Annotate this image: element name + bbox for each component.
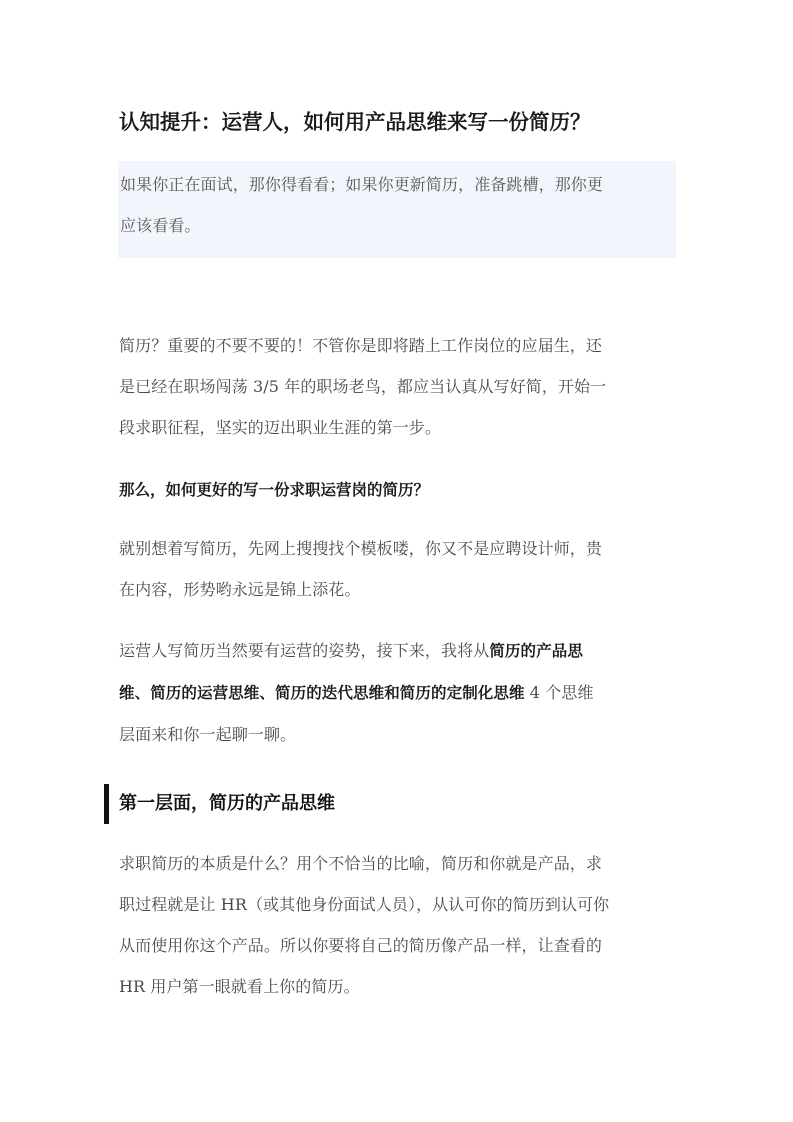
paragraph-line <box>119 630 679 672</box>
question-heading: 那么，如何更好的写一份求职运营岗的简历？ <box>119 481 430 499</box>
paragraph-line: 层面来和你一起聊一聊。 <box>119 725 297 744</box>
section-marker-bar <box>104 784 109 824</box>
section-title: 第一层面，简历的产品思维 <box>119 793 335 814</box>
paragraph-line <box>119 672 679 714</box>
plain-text: 4 个思维 <box>524 683 594 702</box>
intro-quote-box <box>118 161 676 258</box>
quote-line: 应该看看。 <box>120 216 201 235</box>
paragraph-line: HR 用户第一眼就看上你的简历。 <box>119 977 360 996</box>
paragraph-line: 就别想着写简历，先网上搜搜找个模板喽，你又不是应聘设计师，贵 <box>119 539 603 558</box>
paragraph-2 <box>119 528 679 610</box>
paragraph-line: 职过程就是让 HR（或其他身份面试人员），从认可你的简历到认可你 <box>119 895 610 914</box>
paragraph-1 <box>119 325 679 448</box>
plain-text: 运营人写简历当然要有运营的姿势，接下来，我将从 <box>119 641 490 660</box>
paragraph-line: 从而使用你这个产品。所以你要将自己的简历像产品一样，让查看的 <box>119 936 603 955</box>
paragraph-line: 是已经在职场闯荡 3/5 年的职场老鸟，都应当认真从写好简，开始一 <box>119 377 607 396</box>
paragraph-line: 段求职征程，坚实的迈出职业生涯的第一步。 <box>119 418 442 437</box>
paragraph-4 <box>119 843 679 1007</box>
quote-line: 如果你正在面试，那你得看看；如果你更新简历，准备跳槽，那你更 <box>120 175 604 194</box>
article-title: 认知提升：运营人，如何用产品思维来写一份简历？ <box>119 110 591 134</box>
paragraph-line: 简历？重要的不要不要的！不管你是即将踏上工作岗位的应届生，还 <box>119 336 603 355</box>
paragraph-line: 在内容，形势哟永远是锦上添花。 <box>119 580 361 599</box>
paragraph-line: 求职简历的本质是什么？用个不恰当的比喻，简历和你就是产品，求 <box>119 854 603 873</box>
section-heading-1 <box>104 784 664 824</box>
bold-text: 维、简历的运营思维、简历的迭代思维和简历的定制化思维 <box>119 684 525 702</box>
paragraph-3 <box>119 630 679 755</box>
bold-text: 简历的产品思 <box>489 642 583 660</box>
